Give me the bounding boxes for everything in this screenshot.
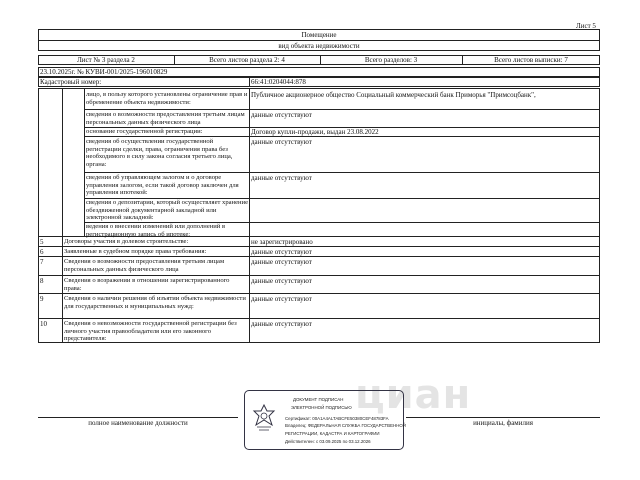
inner-row-value: данные отсутствуют (251, 111, 312, 119)
inner-row-value: Публичное акционерное общество Социальный коммерческий банк Приморья "Примсоцбанк", (251, 91, 536, 99)
sections-total: Всего разделов: 3 (364, 56, 418, 64)
stamp-line: Владелец: ФЕДЕРАЛЬНАЯ СЛУЖБА ГОСУДАРСТВЕННОЙ (285, 423, 406, 428)
row-value: данные отсутствуют (251, 320, 312, 328)
page-number: Лист 5 (576, 22, 596, 30)
row-number: 5 (40, 238, 44, 246)
inner-row-label: сведения об управляющем залогом и о договоре управления залогом, если такой договор заключен для управления ипотекой: (86, 174, 239, 197)
inner-row-value: Договор купли-продажи, выдан 23.08.2022 (251, 128, 379, 136)
row-label: Сведения о наличии решения об изъятии объекта недвижимости для государственных и муниципальных нужд: (64, 295, 246, 310)
row-value: данные отсутствуют (251, 258, 312, 266)
cadastral-row (38, 77, 600, 87)
inner-row-label: ведения о внесении изменений или дополнений в регистрационную запись об ипотеке: (86, 223, 226, 238)
emblem-icon (251, 403, 277, 433)
cadastral-label: Кадастровый номер: (40, 78, 102, 86)
watermark-logo: циан (355, 372, 472, 418)
cadastral-number: 66:41:0204044:878 (251, 78, 306, 86)
inner-row-value: данные отсутствуют (251, 174, 312, 182)
extract-number: 23.10.2025г. № КУВИ-001/2025-196010829 (40, 68, 168, 76)
header-subtitle: вид объекта недвижимости (278, 42, 360, 50)
inner-row-label: лицо, в пользу которого установлены ограничение прав и обременение объекта недвижимости: (86, 91, 248, 106)
signature-position-line (38, 417, 238, 418)
row-number: 6 (40, 248, 44, 256)
row-number: 9 (40, 295, 44, 303)
row-label: Сведения о возражении в отношении зарегистрированного права: (64, 277, 230, 292)
row-value: данные отсутствуют (251, 277, 312, 285)
signature-name-line (406, 417, 600, 418)
inner-row-label: сведения об осуществлении государственной регистрации сделки, права, ограничения права без необходимого в силу закона согласия третьего лица, органа: (86, 138, 233, 168)
inner-row-label: сведения о депозитарии, который осуществляет хранение обездвиженной документарной закладной или электронной закладной: (86, 199, 249, 222)
row-label: Заявленные в судебном порядке права требования: (64, 248, 207, 255)
stamp-line: Сертификат: 00A1A4ALTABCFE50380CEF48783FA (285, 416, 389, 421)
row-label: Сведения о невозможности государственной регистрации без личного участия правообладателя или его законного представителя: (64, 320, 237, 343)
section-sheets-total: Всего листов раздела 2: 4 (209, 56, 285, 64)
row-number: 8 (40, 277, 44, 285)
sheet-number: Лист № 3 раздела 2 (77, 56, 135, 64)
row-value: данные отсутствуют (251, 248, 312, 256)
signature-name-label: инициалы, фамилия (473, 419, 533, 427)
inner-row-label: сведения о возможности предоставления третьим лицам персональных данных физического лица (86, 111, 245, 126)
inner-row-value: данные отсутствуют (251, 138, 312, 146)
header-title: Помещение (301, 31, 337, 39)
row-value: данные отсутствуют (251, 295, 312, 303)
row-number: 7 (40, 258, 44, 266)
inner-row-label: основание государственной регистрации: (86, 128, 203, 135)
stamp-line: ЭЛЕКТРОННОЙ ПОДПИСЬЮ (291, 405, 352, 410)
stamp-line: РЕГИСТРАЦИИ, КАДАСТРА И КАРТОГРАФИИ (285, 431, 380, 436)
row-label: Договоры участия в долевом строительстве: (64, 238, 189, 245)
signature-position-label: полное наименование должности (88, 419, 188, 427)
row-label: Сведения о возможности предоставления третьим лицам персональных данных физического лица (64, 258, 225, 273)
stamp-line: Действителен: с 03.09.2025 по 03.12.2026 (285, 439, 371, 444)
row-value: не зарегистрировано (251, 238, 313, 246)
extract-sheets-total: Всего листов выписки: 7 (494, 56, 568, 64)
electronic-signature-stamp (244, 390, 404, 450)
stamp-line: ДОКУМЕНТ ПОДПИСАН (293, 397, 344, 402)
row-number: 10 (40, 320, 47, 328)
